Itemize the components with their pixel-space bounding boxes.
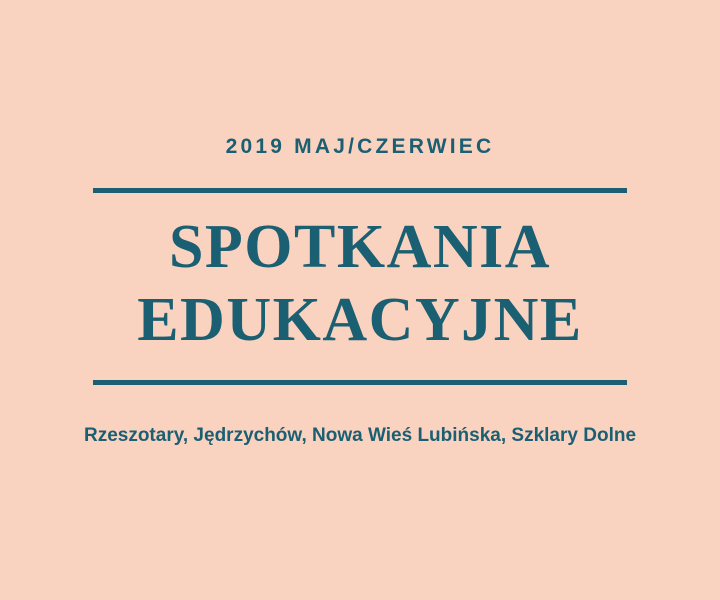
poster-locations: Rzeszotary, Jędrzychów, Nowa Wieś Lubińska, Szklary Dolne	[83, 425, 637, 447]
poster-title	[137, 211, 583, 357]
divider-top	[93, 188, 627, 193]
poster-title-line-1: SPOTKANIA	[168, 213, 552, 281]
poster-eyebrow-date: 2019 MAJ/CZERWIEC	[225, 135, 495, 158]
divider-bottom	[93, 380, 627, 385]
poster-title-line-2: EDUKACYJNE	[137, 286, 583, 355]
